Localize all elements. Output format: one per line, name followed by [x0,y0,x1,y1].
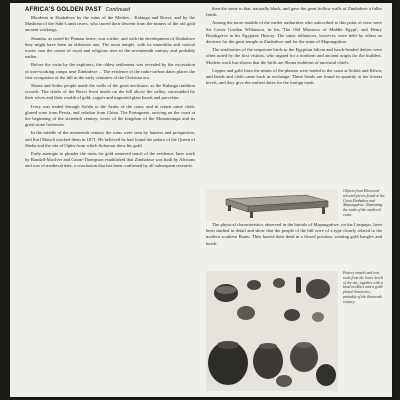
photo-caption: Pottery vessels and iron tools from the lower levels of the site, together with a bead necklace and a gold-plated rhinoceros, probably of the thirteenth century. [343,271,384,304]
paragraph: In the middle of the nineteenth century the ruins were seen by hunters and prospectors, and Karl Mauch reached them in 1871. He believed he had found the palace of the Queen of Sheba and the site of Ophir from which Solomon drew his gold. [25,130,195,148]
figure-caption: Objects from Kilwa and selected pieces found at the Great Zimbabwe and Mapungubwe, illustrating the trade of the medieval coast. [343,189,385,217]
text-column-right-top [206,6,382,188]
paragraph: Shamba, as noted by Pinnaar knew, was a tribe; and with the development of Zimbabwe they might have been an elaborate one. The main temple, with its monoliths and conical tower, was the centre of royal and religious rites in the seventeenth century and probably earlier. [25,35,195,60]
bench-drawing [206,189,338,221]
paragraph: Before the visits by the explorers, the oldest settlement was revealed by the excavation of iron-working camps near Zimbabwe ... The evidence of the radio-carbon dates places the first occupation of the hill in the early centuries of the Christian era. [25,62,195,80]
paragraph: Early attempts to plunder the ruins for gold removed much of the evidence; later work by Randall-MacIver and Caton-Thompson established that Zimbabwe was built by Africans and was of medieval date, a conclusion that has been confirmed by all subsequent research. [25,151,195,169]
pottery-photo [206,271,338,391]
document-page [10,3,392,397]
paragraph: Ivory was traded through Sofala to the Arabs of the coast, and in return came cloth, glazed ware from Persia, and celadon from China. The Portuguese, arriving on the coast at the beginning of the sixteenth century, wrote of the kingdom of the Monomotapa and its great stone fortresses. [25,103,195,128]
paragraph: The similarities of the soapstone birds to the Egyptian falcon and hawk-headed deities were often noted by the first visitors, who argued for a northern and ancient origin for the builders. Modern work has shown that the birds are Shona emblems of ancestral chiefs. [206,47,382,65]
section-title: AFRICA'S GOLDEN PAST [25,7,102,13]
continued-label: Continued [105,7,131,13]
text-column-left [25,15,195,390]
paragraph: Copper and gold from the mines of the plateau were traded to the coast at Sofala and Kilwa, and beads and cloth came back in exchange. These beads are found in quantity at the lowest levels, and they give the earliest dates for the foreign trade. [206,67,382,86]
paragraph: The physical characteristics observed in the burials of Mapungubwe, on the Limpopo, have been studied in detail and show that the people of the hill were of a type closely related to the modern southern Bantu. They buried their dead in a flexed position, wearing gold bangles and beads. [206,222,382,246]
paragraph: then the stone to that, naturally black, and gave the great hollow walls of Zimbabwe a fuller finish. [206,6,382,18]
artifact-photo [206,271,338,391]
paragraph: Shona and Sotho people made the walls of the great enclosure, as the Kalanga tradition records. The chiefs of the Rozvi lived inside on the hill above the valley, surrounded by their wives and their wealth of gold, copper and imported glass beads and porcelain. [25,83,195,101]
paragraph: Among the more notable of the earlier authorities who subscribed to this point of view were Sir Lewis Gordon Wilkinson, in his 'The Old Monsters of Middle Egypt', and Henry Bourkgrave in his Egyptian History. The same influences, however, were held by others as decisive for the great temple at Zimbabwe and for the ruins of Mapungubwe. [206,20,382,45]
artifact-figure [206,189,338,221]
text-column-right-bottom [206,222,382,270]
paragraph: Rhodesia at Zimbabwe by the ruins of the Mediev... Kalanga and Rozvi; and by the Mashona of the Sabi-Lundi rivers, who traced their descent from the miners of the old gold ancient workings. [25,15,195,33]
